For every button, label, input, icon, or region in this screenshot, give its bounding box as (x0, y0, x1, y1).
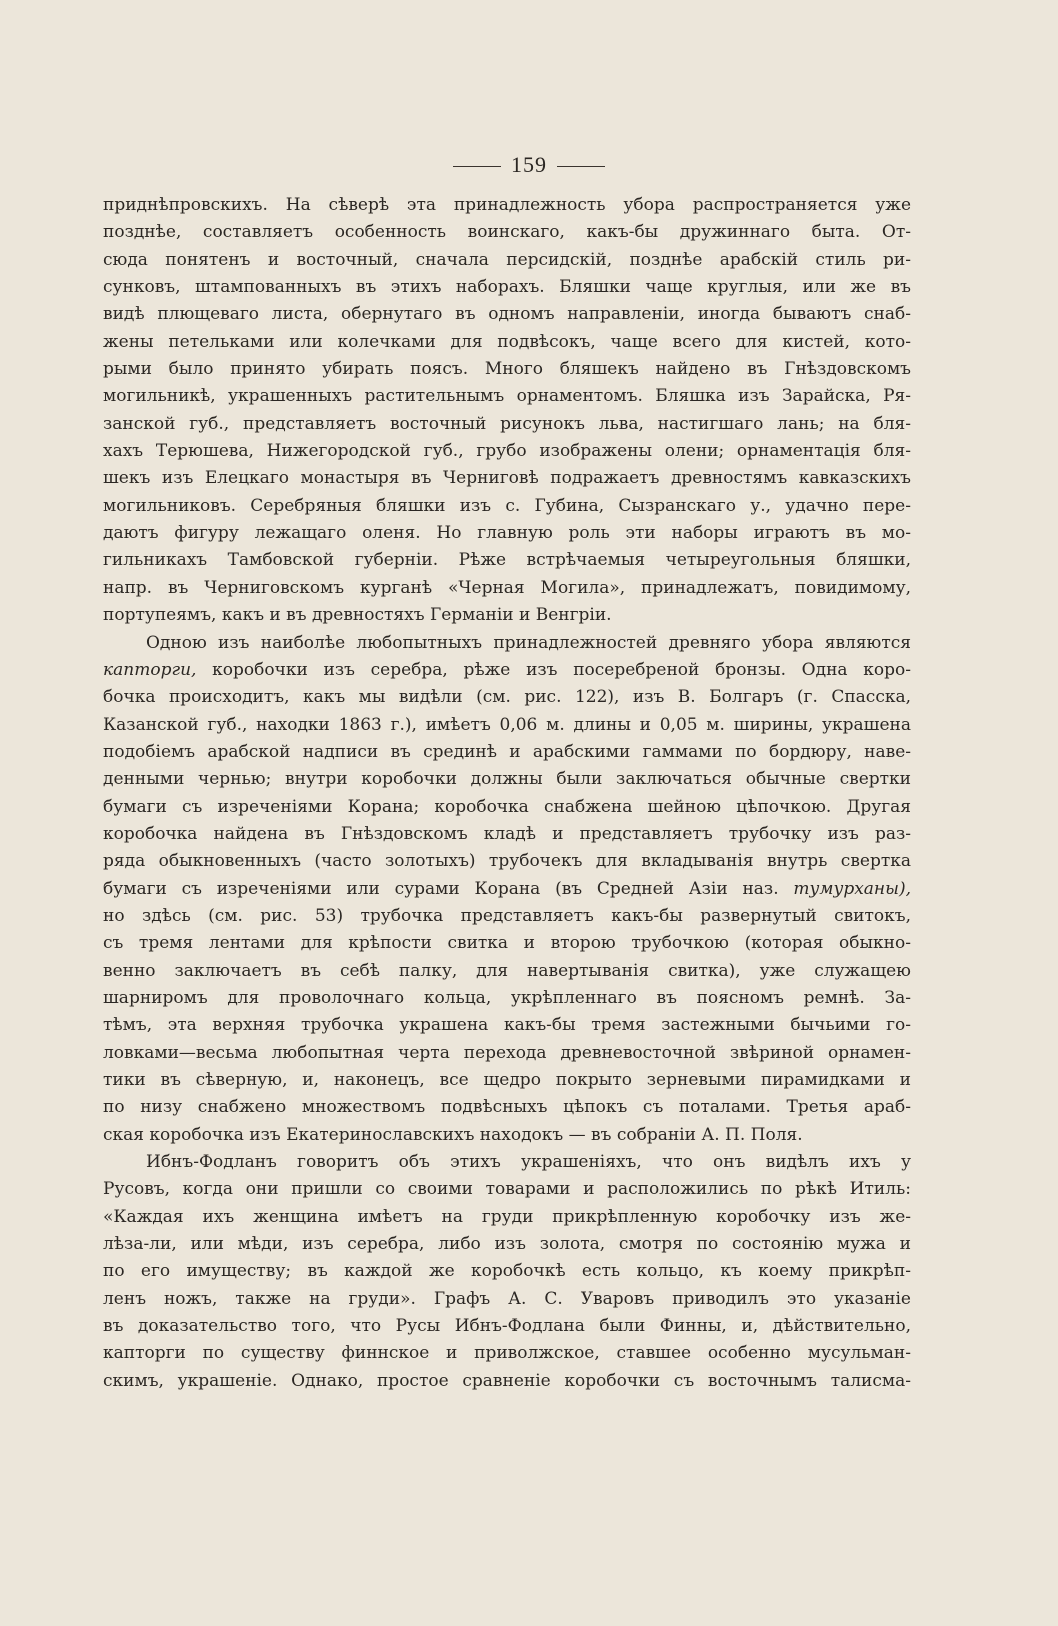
text-line-content: Казанской губ., находки 1863 г.), имѣетъ 0,06 м. длины и 0,05 м. ширины, украшена (103, 714, 911, 735)
text-line-content: бочка происходитъ, какъ мы видѣли (см. рис. 122), изъ В. Болгаръ (г. Спасска, (103, 687, 911, 708)
text-line-content: позднѣе, составляетъ особенность воинскаго, какъ-бы дружиннаго быта. От- (103, 222, 911, 243)
text-line (103, 438, 911, 465)
text-line-content: ленъ ножъ, также на груди». Графъ А. С. Уваровъ приводилъ это указаніе (103, 1288, 911, 1309)
text-line-content: бумаги съ изреченіями Корана; коробочка снабжена шейною цѣпочкою. Другая (103, 796, 911, 817)
text-line (103, 1313, 911, 1340)
text-line-content: рыми было принято убирать поясъ. Много бляшекъ найдено въ Гнѣздовскомъ (103, 359, 911, 380)
text-line (103, 848, 911, 875)
page-header (0, 152, 1058, 178)
text-line (103, 274, 911, 301)
text-line-content: «Каждая ихъ женщина имѣетъ на груди прикрѣпленную коробочку изъ же- (103, 1206, 911, 1227)
page-number: 159 (511, 152, 547, 177)
text-line-content: портупеямъ, какъ и въ древностяхъ Германіи и Венгріи. (103, 605, 612, 626)
text-line-content: венно заключаетъ въ себѣ палку, для навертыванія свитка), уже служащею (103, 960, 911, 981)
text-line-content: занской губ., представляетъ восточный рисунокъ льва, настигшаго лань; на бля- (103, 413, 911, 434)
text-line (103, 247, 911, 274)
text-line (103, 1149, 911, 1176)
text-line (103, 1176, 911, 1203)
text-line-content: подобіемъ арабской надписи въ срединѣ и арабскими гаммами по бордюру, наве- (103, 741, 911, 762)
text-line-content: ская коробочка изъ Екатеринославскихъ находокъ — въ собраніи А. П. Поля. (103, 1124, 803, 1145)
text-line (103, 739, 911, 766)
italic-term: капторги, (103, 659, 197, 680)
text-line-content: тѣмъ, эта верхняя трубочка украшена какъ-бы тремя застежными бычьими го- (103, 1015, 911, 1036)
text-line-content: напр. въ Черниговскомъ курганѣ «Черная Могила», принадлежатъ, повидимому, (103, 577, 911, 598)
text-line (103, 903, 911, 930)
text-line-content: хахъ Терюшева, Нижегородской губ., грубо изображены олени; орнаментація бля- (103, 441, 911, 462)
text-line (103, 766, 911, 793)
text-line-content: могильниковъ. Серебряныя бляшки изъ с. Губина, Сызранскаго у., удачно пере- (103, 495, 911, 516)
text-line (103, 821, 911, 848)
header-rule-left (453, 166, 501, 167)
text-line-content: тики въ сѣверную, и, наконецъ, все щедро покрыто зерневыми пирамидками и (103, 1070, 911, 1090)
text-line-content: сунковъ, штампованныхъ въ этихъ наборахъ. Бляшки чаще круглыя, или же въ (103, 277, 911, 298)
text-line-content: коробочки изъ серебра, рѣже изъ посеребреной бронзы. Одна коро- (212, 659, 911, 680)
text-line-content: ряда обыкновенныхъ (часто золотыхъ) трубочекъ для вкладыванія внутрь свертка (103, 851, 911, 872)
text-line (103, 1258, 911, 1285)
text-line-content: но здѣсь (см. рис. 53) трубочка представляетъ какъ-бы развернутый свитокъ, (103, 905, 911, 926)
body-text (103, 192, 911, 1395)
text-line-content: въ доказательство того, что Русы Ибнъ-Фодлана были Финны, и, дѣйствительно, (103, 1316, 911, 1337)
text-line (103, 493, 911, 520)
text-line (103, 465, 911, 492)
text-line-content: по его имуществу; въ каждой же коробочкѣ есть кольцо, къ коему прикрѣп- (103, 1261, 911, 1282)
text-line (103, 930, 911, 957)
text-line-content: денными чернью; внутри коробочки должны были заключаться обычные свертки (103, 769, 911, 790)
text-line-content: съ тремя лентами для крѣпости свитка и второю трубочкою (которая обыкно- (103, 933, 911, 954)
text-line (103, 1067, 911, 1094)
text-line (103, 192, 911, 219)
italic-term: тумурханы), (793, 878, 911, 899)
header-rule-right (557, 166, 605, 167)
text-line-content: могильникѣ, украшенныхъ растительнымъ орнаментомъ. Бляшка изъ Зарайска, Ря- (103, 386, 911, 407)
text-line (103, 520, 911, 547)
text-line-content: даютъ фигуру лежащаго оленя. Но главную роль эти наборы играютъ въ мо- (103, 523, 911, 544)
text-line-content: жены петельками или колечками для подвѣсокъ, чаще всего для кистей, кото- (103, 331, 911, 352)
text-line (103, 684, 911, 711)
text-line (103, 1122, 911, 1149)
text-line (103, 602, 911, 629)
text-line-content: по низу снабжено множествомъ подвѣсныхъ цѣпокъ съ поталами. Третья араб- (103, 1097, 911, 1118)
text-line-content: ловками—весьма любопытная черта перехода древневосточной звѣриной орнамен- (103, 1042, 911, 1063)
text-line-content: лѣза-ли, или мѣди, изъ серебра, либо изъ золота, смотря по состоянію мужа и (103, 1234, 911, 1255)
text-line-content: бумаги съ изреченіями или сурами Корана (въ Средней Азіи наз. (103, 878, 794, 899)
text-line (103, 301, 911, 328)
text-line (103, 630, 911, 657)
text-line-content: шекъ изъ Елецкаго монастыря въ Черниговѣ подражаетъ древностямъ кавказскихъ (103, 468, 911, 489)
text-line-content: скимъ, украшеніе. Однако, простое сравненіе коробочки съ восточнымъ талисма- (103, 1370, 911, 1391)
text-line (103, 794, 911, 821)
text-line-content: гильникахъ Тамбовской губерніи. Рѣже встрѣчаемыя четыреугольныя бляшки, (103, 550, 911, 571)
text-line-content: приднѣпровскихъ. На сѣверѣ эта принадлежность убора распространяется уже (103, 195, 911, 215)
text-line-content: Ибнъ-Фодланъ говоритъ объ этихъ украшеніяхъ, что онъ видѣлъ ихъ у (146, 1152, 911, 1173)
text-line (103, 1340, 911, 1367)
text-line (103, 383, 911, 410)
text-line (103, 1368, 911, 1395)
text-line-content: Одною изъ наиболѣе любопытныхъ принадлежностей древняго убора являются (146, 632, 911, 653)
text-line-content: капторги по существу финнское и приволжское, ставшее особенно мусульман- (103, 1343, 911, 1364)
text-line-content: коробочка найдена въ Гнѣздовскомъ кладѣ и представляетъ трубочку изъ раз- (103, 823, 911, 844)
text-line (103, 547, 911, 574)
text-line (103, 1286, 911, 1313)
text-line-content: шарниромъ для проволочнаго кольца, укрѣпленнаго въ поясномъ ремнѣ. За- (103, 987, 911, 1008)
text-line (103, 1012, 911, 1039)
text-line (103, 712, 911, 739)
text-line-content: видѣ плющеваго листа, обернутаго въ одномъ направленіи, иногда бываютъ снаб- (103, 304, 911, 325)
text-line (103, 219, 911, 246)
text-line (103, 1231, 911, 1258)
text-line-content: сюда понятенъ и восточный, сначала персидскій, позднѣе арабскій стиль ри- (103, 249, 911, 270)
text-line (103, 958, 911, 985)
text-line (103, 876, 911, 903)
text-line (103, 657, 911, 684)
text-line (103, 1204, 911, 1231)
text-line (103, 1094, 911, 1121)
text-line (103, 411, 911, 438)
text-line-content: Русовъ, когда они пришли со своими товарами и расположились по рѣкѣ Итиль: (103, 1179, 911, 1200)
text-line (103, 356, 911, 383)
text-line (103, 575, 911, 602)
text-line (103, 329, 911, 356)
text-line (103, 1040, 911, 1067)
text-line (103, 985, 911, 1012)
